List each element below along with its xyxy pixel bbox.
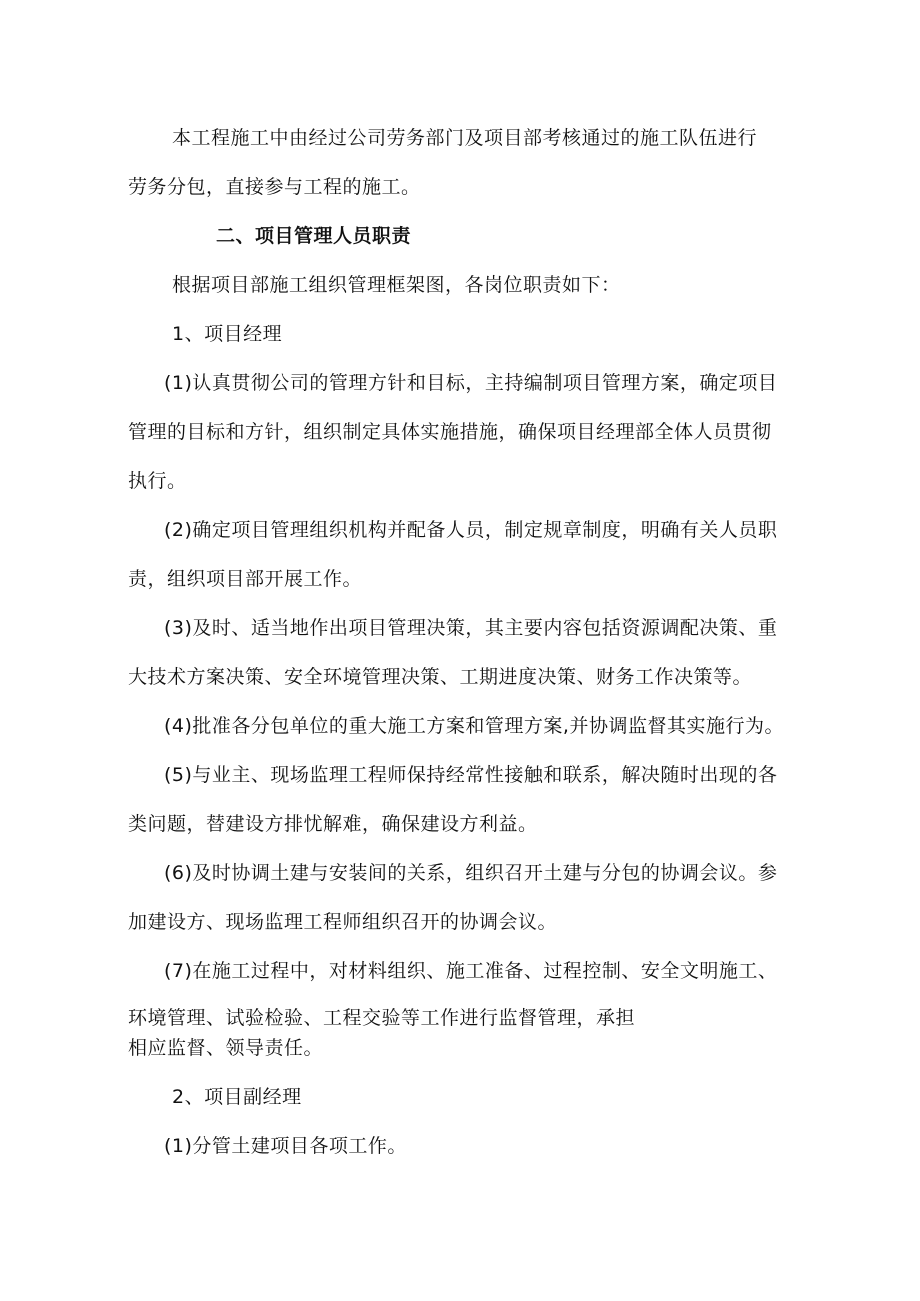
- paragraph-line: 本工程施工中由经过公司劳务部门及项目部考核通过的施工队伍进行: [172, 127, 758, 149]
- paragraph-line: (4)批准各分包单位的重大施工方案和管理方案,并协调监督其实施行为。: [164, 715, 784, 737]
- paragraph-line: 执行。: [128, 470, 187, 492]
- paragraph-line: (3)及时、适当地作出项目管理决策，其主要内容包括资源调配决策、重: [164, 617, 778, 639]
- paragraph-line: 环境管理、试验检验、工程交验等工作进行监督管理，承担: [128, 1007, 636, 1029]
- paragraph-line: (5)与业主、现场监理工程师保持经常性接触和联系，解决随时出现的各: [164, 764, 778, 786]
- paragraph-line: (7)在施工过程中，对材料组织、施工准备、过程控制、安全文明施工、: [164, 960, 778, 982]
- paragraph-line: 相应监督、领导责任。: [128, 1037, 324, 1059]
- paragraph-line: (1)分管土建项目各项工作。: [164, 1135, 407, 1157]
- paragraph-line: 大技术方案决策、安全环境管理决策、工期进度决策、财务工作决策等。: [128, 666, 753, 688]
- paragraph-line: 责，组织项目部开展工作。: [128, 568, 363, 590]
- subsection-heading: 2、项目副经理: [172, 1086, 302, 1108]
- paragraph-line: 类问题，替建设方排忧解难，确保建设方利益。: [128, 813, 538, 835]
- paragraph-line: (1)认真贯彻公司的管理方针和目标，主持编制项目管理方案，确定项目: [164, 372, 778, 394]
- paragraph-line: 根据项目部施工组织管理框架图，各岗位职责如下：: [172, 274, 621, 296]
- paragraph-line: 劳务分包，直接参与工程的施工。: [128, 176, 421, 198]
- paragraph-line: (6)及时协调土建与安装间的关系，组织召开土建与分包的协调会议。参: [164, 862, 778, 884]
- paragraph-line: (2)确定项目管理组织机构并配备人员，制定规章制度，明确有关人员职: [164, 519, 778, 541]
- section-heading: 二、项目管理人员职责: [216, 225, 412, 247]
- paragraph-line: 管理的目标和方针，组织制定具体实施措施，确保项目经理部全体人员贯彻: [128, 421, 772, 443]
- subsection-heading: 1、项目经理: [172, 323, 283, 345]
- paragraph-line: 加建设方、现场监理工程师组织召开的协调会议。: [128, 911, 558, 933]
